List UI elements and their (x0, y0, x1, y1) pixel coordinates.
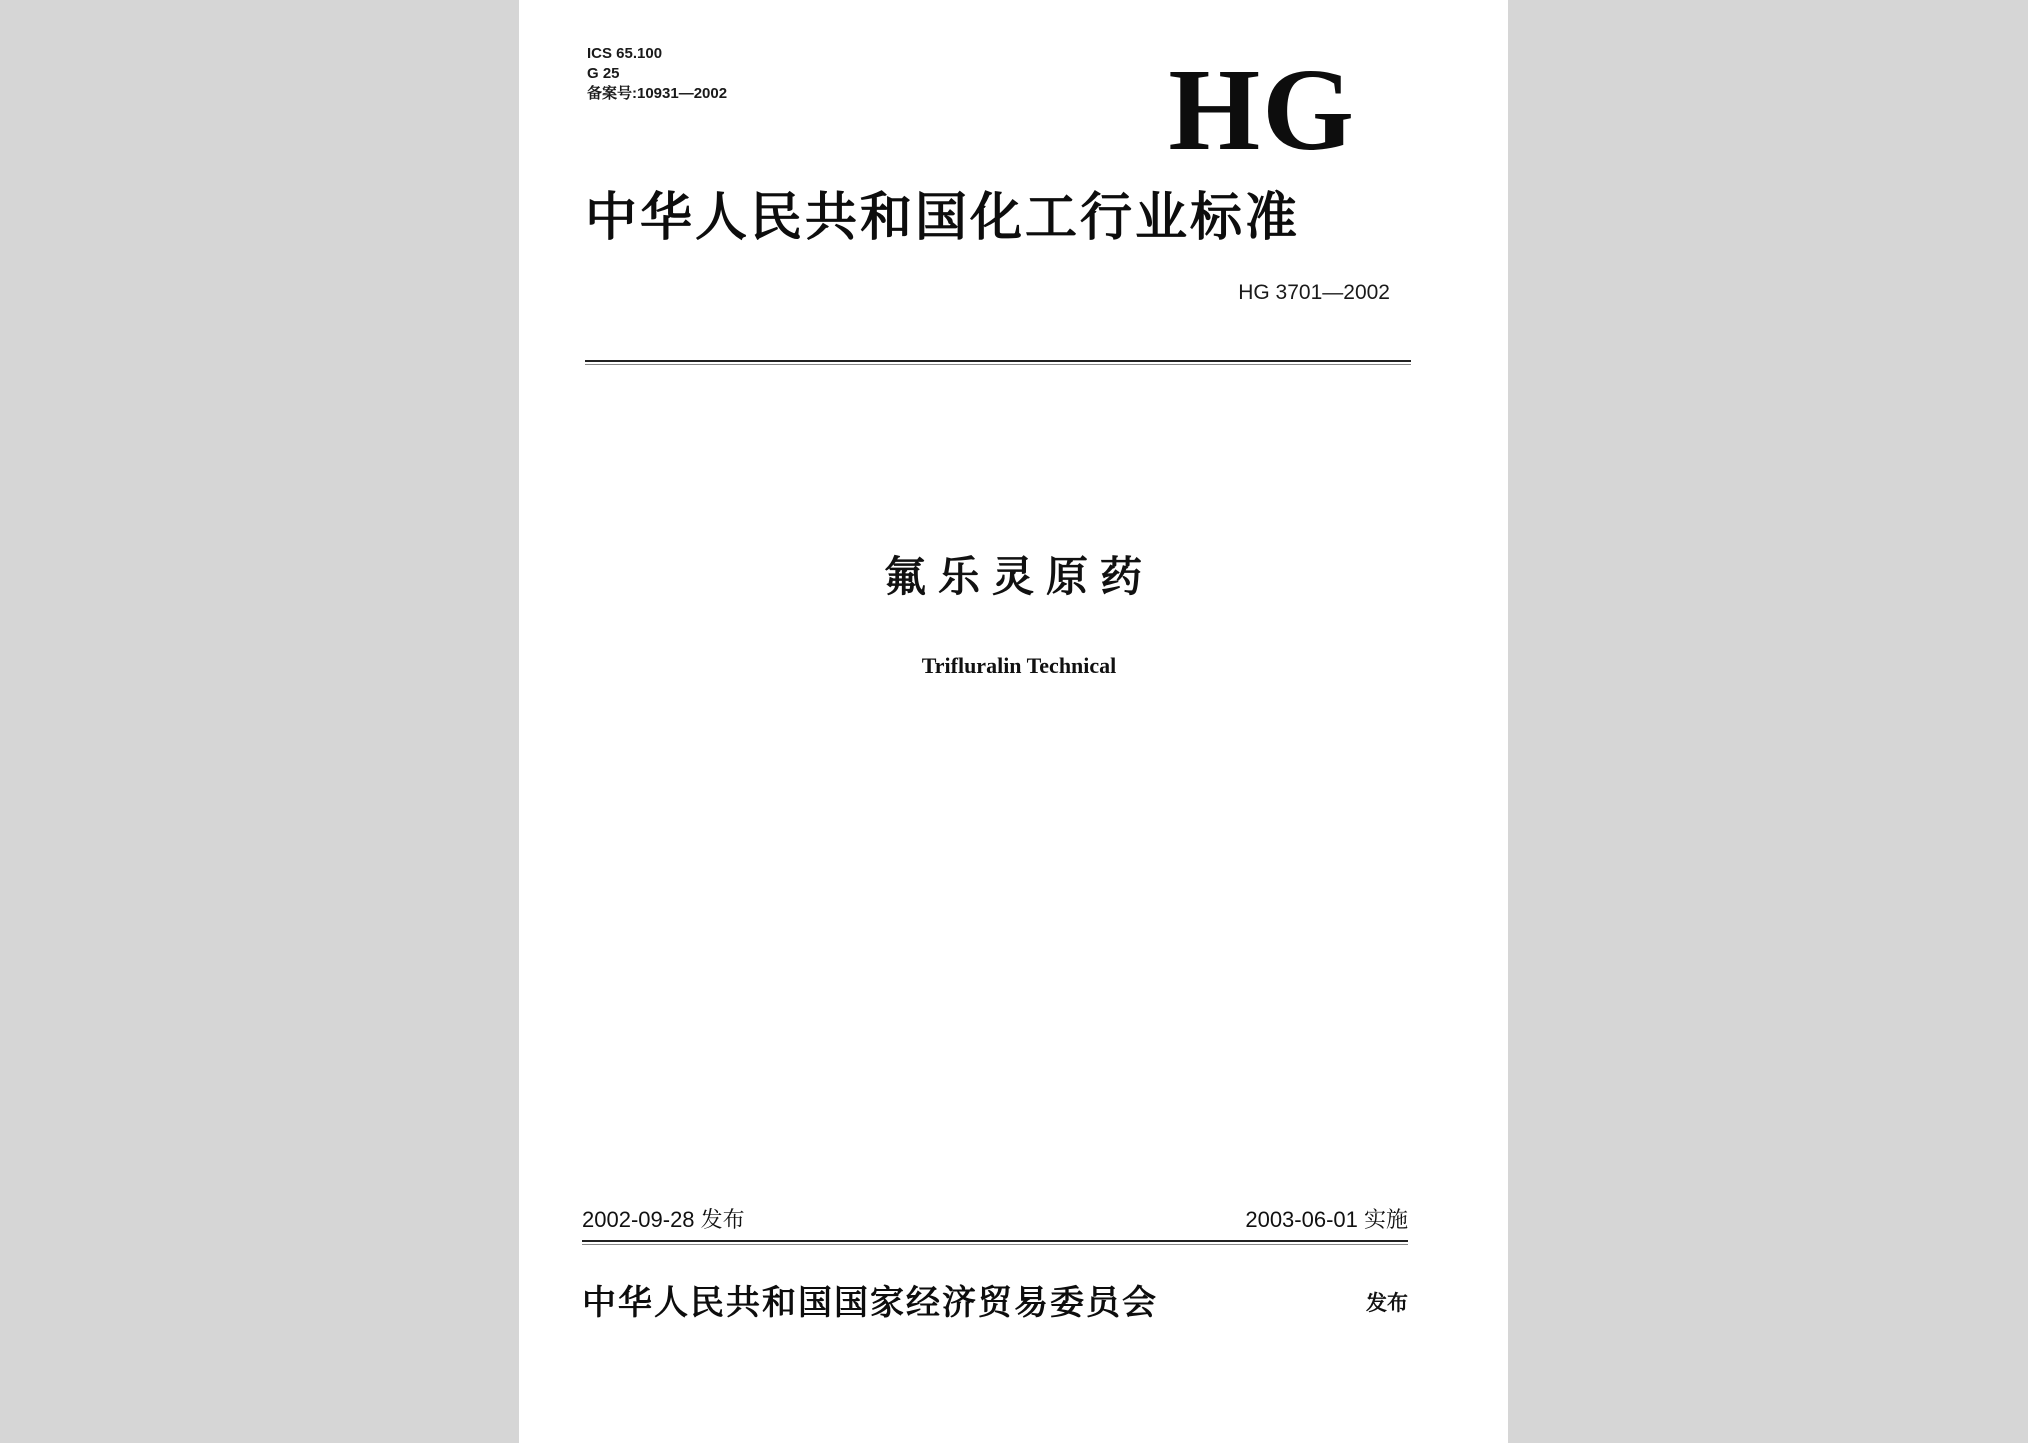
footer-divider (582, 1240, 1408, 1242)
issuer-block (582, 1278, 1408, 1328)
document-title-en: Trifluralin Technical (921, 653, 1117, 678)
document-title-cn: 氟乐灵原药 (883, 552, 1154, 601)
standard-title: 中华人民共和国化工行业标准 (585, 188, 1301, 248)
effective-date: 2003-06-01 实施 (1245, 1207, 1408, 1232)
ics-code: ICS 65.100 (587, 45, 663, 62)
publish-date: 2002-09-28 发布 (582, 1207, 745, 1232)
record-number: 备案号:10931—2002 (587, 85, 728, 102)
header-divider-thin (585, 364, 1411, 365)
issuer-name: 中华人民共和国国家经济贸易委员会 (582, 1283, 1158, 1323)
date-row (582, 1205, 1408, 1235)
ccs-code: G 25 (587, 65, 620, 82)
header-divider (585, 360, 1411, 362)
standard-code: HG 3701—2002 (1238, 281, 1390, 304)
issuer-action: 发布 (1366, 1291, 1408, 1315)
hg-logo: HG (1168, 44, 1356, 175)
classification-block (587, 44, 727, 104)
footer-divider-thin (582, 1244, 1408, 1245)
document-page (519, 0, 1508, 1443)
